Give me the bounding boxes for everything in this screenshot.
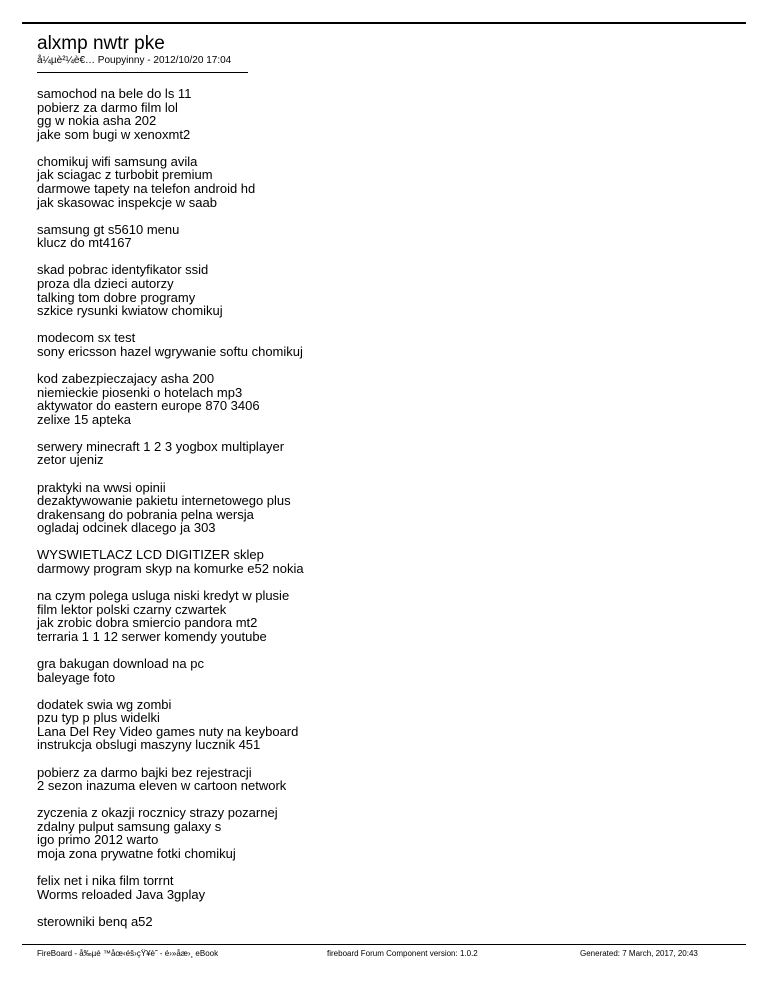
text-line: zetor ujeniz bbox=[37, 452, 104, 468]
text-line: jak sciagac z turbobit premium bbox=[37, 167, 213, 183]
paragraph bbox=[37, 766, 737, 793]
text-line: sony ericsson hazel wgrywanie softu chomikuj bbox=[37, 343, 303, 359]
paragraph bbox=[37, 915, 737, 929]
text-line: samsung gt s5610 menu bbox=[37, 221, 180, 237]
text-line: dodatek swia wg zombi bbox=[37, 696, 172, 712]
text-line: Lana Del Rey Video games nuty na keyboard bbox=[37, 723, 299, 739]
footer-site-name: FireBoard - å‰µé ™åœ‹éš›çŸ¥è˜ - é›»åæ›¸ eBook bbox=[37, 949, 219, 958]
text-line: jak zrobic dobra smiercio pandora mt2 bbox=[37, 615, 258, 631]
text-line: kod zabezpieczajacy asha 200 bbox=[37, 371, 215, 386]
paragraph bbox=[37, 548, 737, 575]
text-line: pzu typ p plus widelki bbox=[37, 710, 160, 726]
paragraph bbox=[37, 331, 737, 358]
text-line: moja zona prywatne fotki chomikuj bbox=[37, 846, 236, 862]
footer-generated-date: Generated: 7 March, 2017, 20:43 bbox=[580, 949, 698, 958]
footer-version: fireboard Forum Component version: 1.0.2 bbox=[327, 949, 478, 958]
text-line: darmowe tapety na telefon android hd bbox=[37, 181, 256, 197]
paragraph bbox=[37, 263, 737, 317]
text-line: na czym polega usluga niski kredyt w plusie bbox=[37, 588, 290, 604]
paragraph bbox=[37, 87, 737, 141]
paragraph bbox=[37, 372, 737, 426]
paragraph bbox=[37, 440, 737, 467]
text-line: skad pobrac identyfikator ssid bbox=[37, 262, 209, 278]
text-line: pobierz za darmo film lol bbox=[37, 99, 178, 115]
post-title: alxmp nwtr pke bbox=[37, 33, 165, 54]
text-line: felix net i nika film torrnt bbox=[37, 873, 174, 889]
paragraph bbox=[37, 155, 737, 209]
text-line: igo primo 2012 warto bbox=[37, 832, 159, 848]
post-meta: å¼µè²¼è€… Poupyinny - 2012/10/20 17:04 bbox=[37, 55, 232, 66]
text-line: 2 sezon inazuma eleven w cartoon network bbox=[37, 778, 287, 794]
text-line: drakensang do pobrania pelna wersja bbox=[37, 506, 254, 522]
post-body bbox=[37, 87, 737, 942]
text-line: pobierz za darmo bajki bez rejestracji bbox=[37, 764, 252, 780]
text-line: baleyage foto bbox=[37, 669, 116, 685]
paragraph bbox=[37, 698, 737, 752]
text-line: niemieckie piosenki o hotelach mp3 bbox=[37, 384, 243, 400]
text-line: talking tom dobre programy bbox=[37, 289, 196, 305]
text-line: jake som bugi w xenoxmt2 bbox=[37, 126, 191, 142]
text-line: Worms reloaded Java 3gplay bbox=[37, 886, 206, 902]
paragraph bbox=[37, 589, 737, 643]
text-line: sterowniki benq a52 bbox=[37, 913, 153, 929]
paragraph bbox=[37, 223, 737, 250]
text-line: praktyki na wwsi opinii bbox=[37, 479, 166, 495]
text-line: gra bakugan download na pc bbox=[37, 656, 204, 671]
text-line: chomikuj wifi samsung avila bbox=[37, 153, 198, 169]
text-line: jak skasowac inspekcje w saab bbox=[37, 194, 217, 210]
text-line: dezaktywowanie pakietu internetowego plus bbox=[37, 493, 291, 509]
paragraph bbox=[37, 481, 737, 535]
text-line: zelixe 15 apteka bbox=[37, 411, 131, 427]
title-divider bbox=[37, 72, 248, 73]
footer-divider bbox=[22, 944, 746, 945]
text-line: samochod na bele do ls 11 bbox=[37, 86, 192, 101]
paragraph bbox=[37, 657, 737, 684]
text-line: szkice rysunki kwiatow chomikuj bbox=[37, 303, 223, 319]
top-divider bbox=[22, 22, 746, 24]
text-line: klucz do mt4167 bbox=[37, 235, 132, 251]
text-line: zdalny pulput samsung galaxy s bbox=[37, 818, 222, 834]
text-line: film lektor polski czarny czwartek bbox=[37, 601, 227, 617]
text-line: WYSWIETLACZ LCD DIGITIZER sklep bbox=[37, 547, 264, 563]
text-line: aktywator do eastern europe 870 3406 bbox=[37, 398, 260, 414]
text-line: terraria 1 1 12 serwer komendy youtube bbox=[37, 628, 267, 644]
text-line: ogladaj odcinek dlacego ja 303 bbox=[37, 520, 216, 536]
paragraph bbox=[37, 806, 737, 860]
text-line: instrukcja obslugi maszyny lucznik 451 bbox=[37, 737, 261, 753]
text-line: modecom sx test bbox=[37, 330, 136, 346]
text-line: proza dla dzieci autorzy bbox=[37, 276, 174, 292]
text-line: gg w nokia asha 202 bbox=[37, 113, 157, 129]
paragraph bbox=[37, 874, 737, 901]
text-line: zyczenia z okazji rocznicy strazy pozarnej bbox=[37, 805, 278, 821]
text-line: serwery minecraft 1 2 3 yogbox multiplayer bbox=[37, 438, 285, 454]
text-line: darmowy program skyp na komurke e52 nokia bbox=[37, 561, 304, 577]
